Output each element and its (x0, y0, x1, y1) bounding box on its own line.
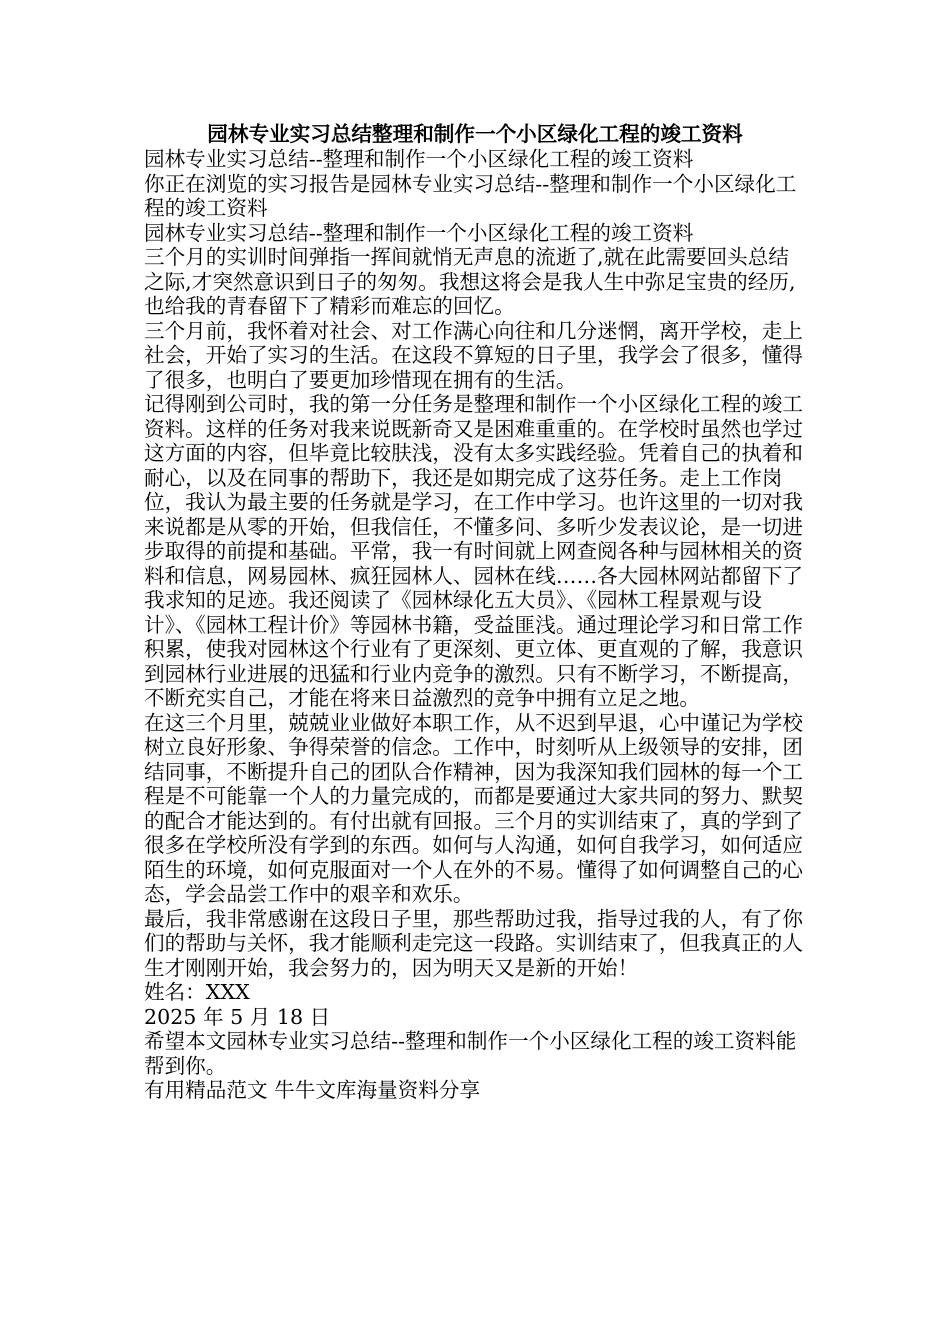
document-date: 2025 年 5 月 18 日 (144, 1004, 331, 1029)
body-paragraphs (144, 245, 806, 980)
signature-name: 姓名：XXX (144, 980, 250, 1004)
document-title: 园林专业实习总结整理和制作一个小区绿化工程的竣工资料 (207, 122, 743, 146)
document-subtitle-repeat: 园林专业实习总结--整理和制作一个小区绿化工程的竣工资料 (144, 220, 694, 245)
body-paragraph: 最后，我非常感谢在这段日子里，那些帮助过我，指导过我的人，有了你们的帮助与关怀，我才能顺利走完这一段路。实训结束了，但我真正的人生才刚刚开始，我会努力的，因为明天又是新的开始！ (144, 906, 803, 980)
closing-text: 希望本文园林专业实习总结--整理和制作一个小区绿化工程的竣工资料能帮到你。 (144, 1029, 797, 1078)
document-intro: 你正在浏览的实习报告是园林专业实习总结--整理和制作一个小区绿化工程的竣工资料 (144, 171, 797, 220)
footer-text: 有用精品范文 牛牛文库海量资料分享 (144, 1078, 481, 1102)
body-paragraph: 三个月前，我怀着对社会、对工作满心向往和几分迷惘，离开学校，走上社会，开始了实习的生活。在这段不算短的日子里，我学会了很多，懂得了很多，也明白了要更加珍惜现在拥有的生活。 (144, 318, 803, 392)
body-paragraph: 记得刚到公司时，我的第一分任务是整理和制作一个小区绿化工程的竣工资料。这样的任务对我来说既新奇又是困难重重的。在学校时虽然也学过这方面的内容，但毕竟比较肤浅，没有太多实践经验。凭着自己的执着和耐心，以及在同事的帮助下，我还是如期完成了这芬任务。走上工作岗位，我认为最主要的任务就是学习，在工作中学习。也许这里的一切对我来说都是从零的开始，但我信任，不懂多问、多听少发表议论，是一切进步取得的前提和基础。平常，我一有时间就上网查阅各种与园林相关的资料和信息，网易园林、疯狂园林人、园林在线……各大园林网站都留下了我求知的足迹。我还阅读了《园林绿化五大员》、《园林工程景观与设计》、《园林工程计价》等园林书籍，受益匪浅。通过理论学习和日常工作积累，使我对园林这个行业有了更深刻、更立体、更直观的了解，我意识到园林行业进展的迅猛和行业内竞争的激烈。只有不断学习，不断提高，不断充实自己，才能在将来日益激烈的竞争中拥有立足之地。 (144, 392, 803, 710)
body-paragraph: 三个月的实训时间弹指一挥间就悄无声息的流逝了,就在此需要回头总结之际,才突然意识到日子的匆匆。我想这将会是我人生中弥足宝贵的经历,也给我的青春留下了精彩而难忘的回忆。 (144, 245, 796, 318)
document-page (144, 122, 806, 1103)
document-subtitle: 园林专业实习总结--整理和制作一个小区绿化工程的竣工资料 (144, 147, 694, 171)
body-paragraph: 在这三个月里，兢兢业业做好本职工作，从不迟到早退，心中谨记为学校树立良好形象、争得荣誉的信念。工作中，时刻听从上级领导的安排，团结同事，不断提升自己的团队合作精神，因为我深知我们园林的每一个工程是不可能靠一个人的力量完成的，而都是要通过大家共同的努力、默契的配合才能达到的。有付出就有回报。三个月的实训结束了，真的学到了很多在学校所没有学到的东西。如何与人沟通，如何自我学习，如何适应陌生的环境，如何克服面对一个人在外的不易。懂得了如何调整自己的心态，学会品尝工作中的艰辛和欢乐。 (144, 710, 803, 906)
